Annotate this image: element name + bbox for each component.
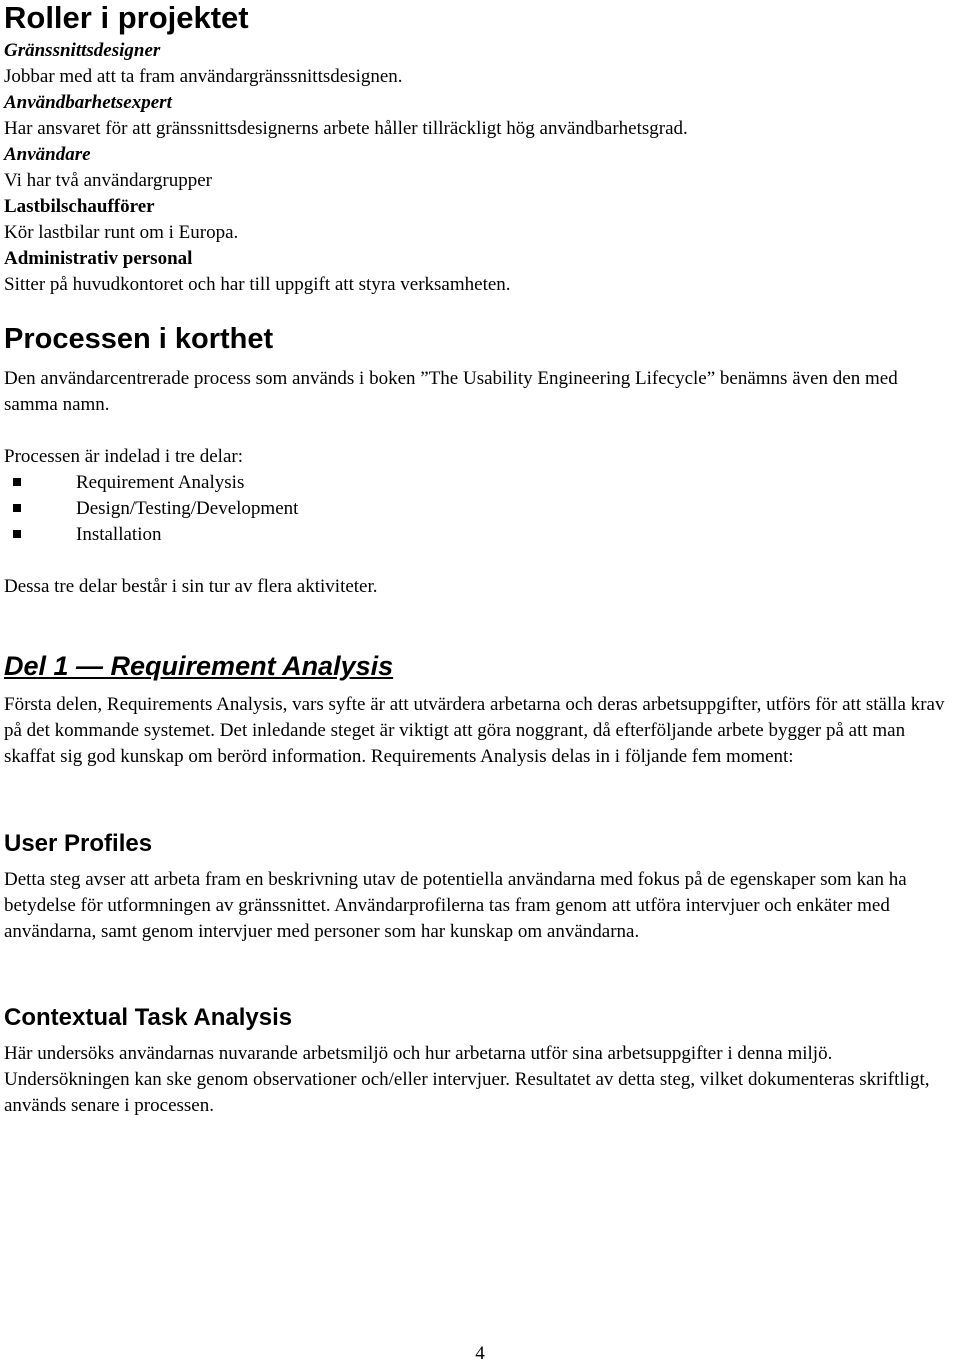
contextual-task-text: Här undersöks användarnas nuvarande arbetsmiljö och hur arbetarna utför sina arbetsuppgifter i denna miljö. Undersökningen kan ske genom observationer och/eller intervjuer. Resultatet av detta steg, vilket dokumenteras skriftligt, används senare i processen. — [4, 1043, 930, 1116]
page-number: 4 — [475, 1343, 485, 1364]
role-title: Gränssnittsdesigner — [4, 40, 161, 61]
list-item — [4, 470, 956, 496]
list-item — [4, 496, 956, 522]
role-title: Användbarhetsexpert — [4, 92, 172, 113]
process-heading: Processen i korthet — [4, 323, 274, 355]
role-description: Vi har två användargrupper — [4, 170, 212, 191]
contextual-task-heading: Contextual Task Analysis — [4, 1004, 293, 1031]
role-title: Användare — [4, 144, 91, 165]
user-profiles-heading: User Profiles — [4, 830, 153, 857]
square-bullet-icon — [13, 478, 21, 486]
list-item — [4, 522, 956, 548]
square-bullet-icon — [13, 530, 21, 538]
user-profiles-text: Detta steg avser att arbeta fram en beskrivning utav de potentiella användarna med fokus på de egenskaper som kan ha betydelse för utformningen av gränssnittet. Användarprofilerna tas fram genom att utföra intervjuer och enkäter med användarna, samt genom intervjuer med personer som har kunskap om användarna. — [4, 869, 907, 942]
role-description: Kör lastbilar runt om i Europa. — [4, 222, 239, 243]
list-item-label: Requirement Analysis — [76, 472, 245, 493]
part1-heading: Del 1 — Requirement Analysis — [4, 651, 394, 681]
list-item-label: Design/Testing/Development — [76, 498, 299, 519]
part1-text: Första delen, Requirements Analysis, vars syfte är att utvärdera arbetarna och deras arbetsuppgifter, utförs för att ställa krav på det kommande systemet. Det inledande steget är viktigt att göra noggrant, då efterföljande arbete bygger på att man skaffat sig god kunskap om berörd information. Requirements Analysis delas in i följande fem moment: — [4, 694, 945, 767]
document-page — [4, 0, 956, 1119]
role-subgroup-title: Administrativ personal — [4, 248, 193, 269]
process-intro: Den användarcentrerade process som används i boken ”The Usability Engineering Lifecycle” benämns även den med samma namn. — [4, 368, 898, 415]
list-item-label: Installation — [76, 524, 162, 545]
square-bullet-icon — [13, 504, 21, 512]
role-description: Sitter på huvudkontoret och har till uppgift att styra verksamheten. — [4, 274, 511, 295]
role-description: Har ansvaret för att gränssnittsdesignerns arbete håller tillräckligt hög användbarhetsgrad. — [4, 118, 688, 139]
role-subgroup-title: Lastbilschaufförer — [4, 196, 155, 217]
process-parts-list — [4, 470, 956, 548]
process-outro: Dessa tre delar består i sin tur av flera aktiviteter. — [4, 576, 378, 597]
roles-list — [4, 38, 956, 298]
roles-heading: Roller i projektet — [4, 0, 249, 35]
process-section — [4, 366, 956, 600]
process-list-intro: Processen är indelad i tre delar: — [4, 446, 243, 467]
role-description: Jobbar med att ta fram användargränssnittsdesignen. — [4, 66, 403, 87]
